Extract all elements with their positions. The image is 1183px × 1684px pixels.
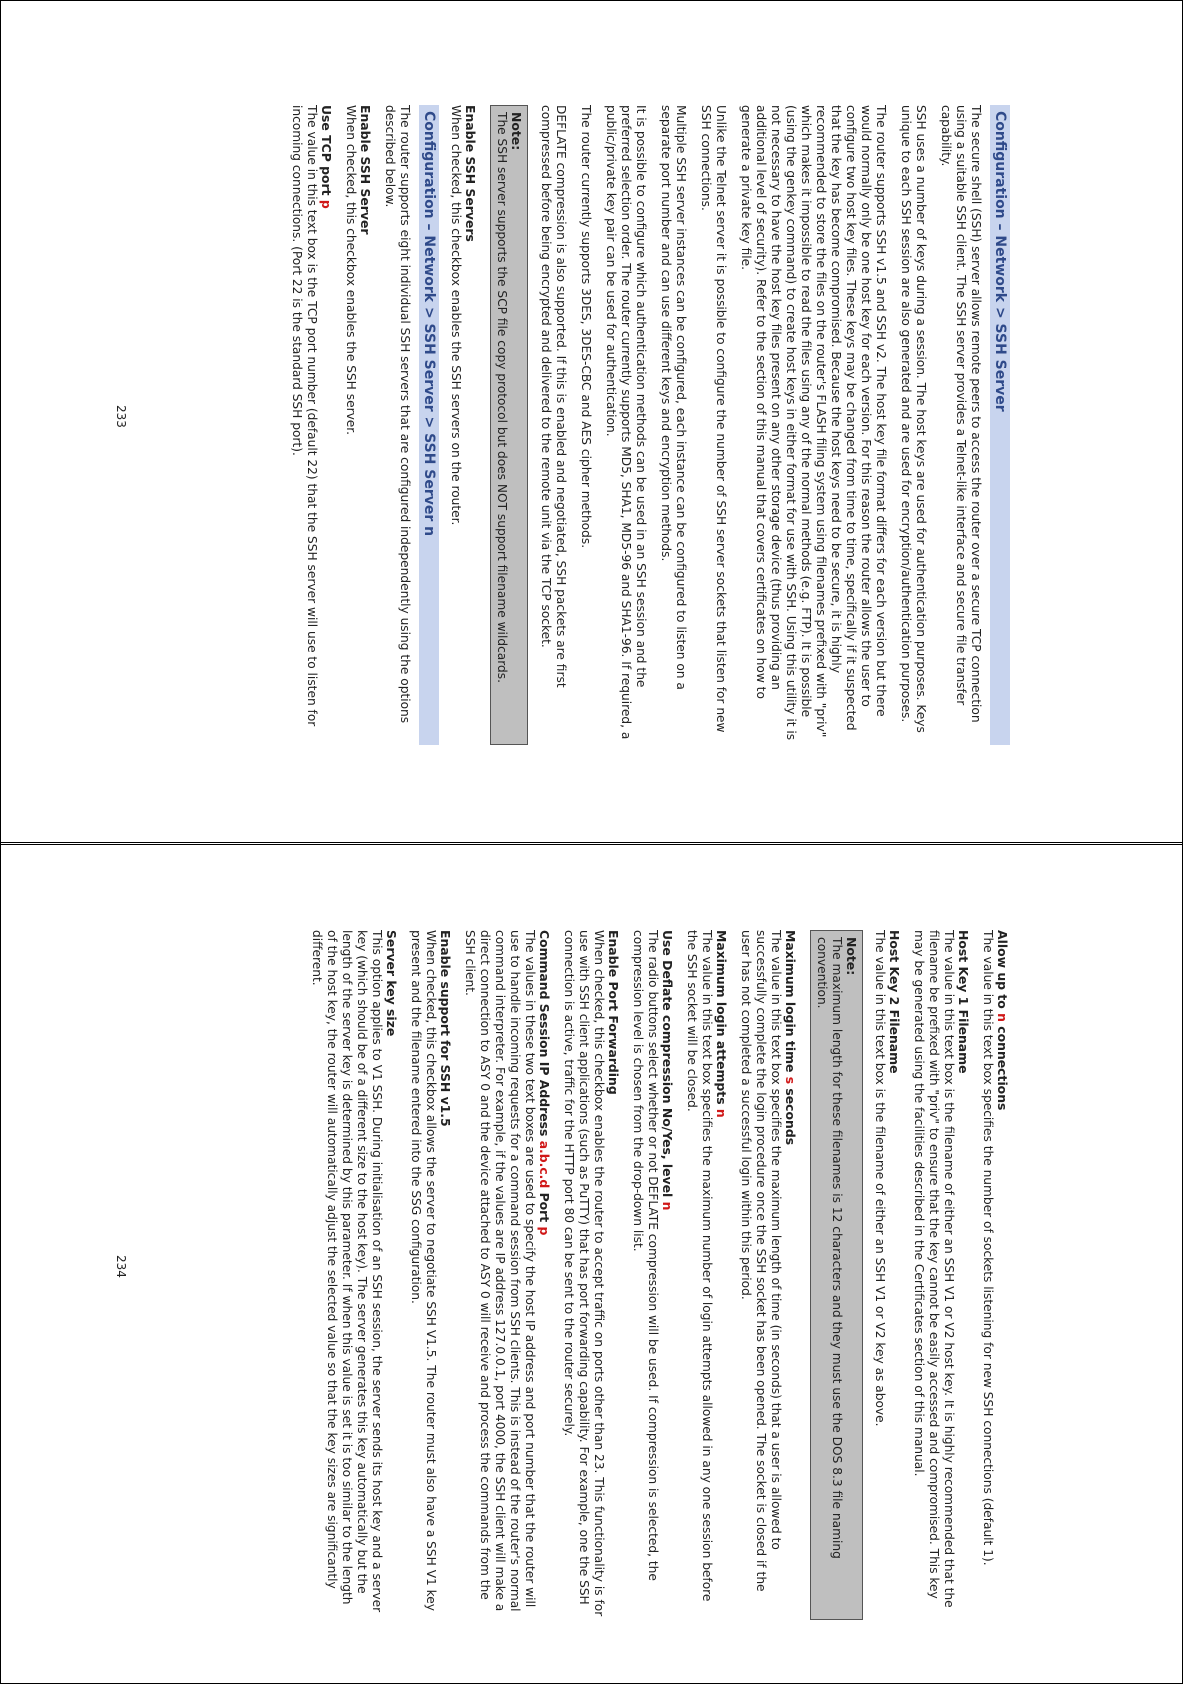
page-number: 234 xyxy=(114,1255,128,1278)
field-heading xyxy=(606,930,621,1620)
field-heading: Enable SSH Server xyxy=(358,105,373,235)
field-heading-text: Port xyxy=(537,1188,552,1227)
field-heading-text: Maximum login time xyxy=(783,930,798,1077)
paragraph: The secure shell (SSH) server allows remote peers to access the router over a secure TCP connection using a suitable SSH client. The SSH server provides a Telnet-like interface and secure file transfer capability. xyxy=(939,105,983,723)
field-variable: n xyxy=(714,1108,729,1118)
paragraph: Unlike the Telnet server it is possible to configure the number of SSH server sockets that listen for new SSH connections. xyxy=(699,105,728,733)
field-heading-text: Maximum login attempts xyxy=(714,930,729,1109)
note-body: The maximum length for these filenames is 12 characters and they must use the DOS 8.3 file naming convention. xyxy=(815,937,844,1559)
field-heading xyxy=(537,930,552,1620)
field-heading xyxy=(384,930,399,1620)
field-heading-text: Server key size xyxy=(384,930,399,1037)
section-heading-ssh-server: Configuration – Network > SSH Server xyxy=(990,105,1010,745)
note-box xyxy=(810,930,863,1620)
field-heading-text: Allow up to xyxy=(995,930,1010,1014)
field-description: The radio buttons select whether or not DEFLATE compression will be used. If compression is selected, the compression level is chosen from the drop-down list. xyxy=(631,930,660,1581)
field-description: The value in this text box specifies the maximum length of time (in seconds) that a user is allowed to successfully complete the login procedure once the SSH socket has been opened. The socket is closed if the user has not completed a successful login within this period. xyxy=(739,930,783,1592)
note-title: Note: xyxy=(509,112,524,151)
field-heading-text: Host Key 1 Filename xyxy=(956,930,971,1074)
paragraph: Multiple SSH server instances can be configured, each instance can be configured to listen on a separate port number and can use different keys and encryption methods. xyxy=(659,105,688,690)
field-variable: s xyxy=(783,1076,798,1085)
field-description: The value in this text box specifies the maximum number of login attempts allowed in any one session before the SSH socket will be closed. xyxy=(685,930,714,1602)
field-heading-text: seconds xyxy=(783,1084,798,1146)
field-heading-text: Host Key 2 Filename xyxy=(887,930,902,1074)
field-description: This option applies to V1 SSH. During initialisation of an SSH session, the server sends its host key and a server key (which should be of a different size to the host key). The server generates this key automatically but the length of the server key is determined by this parameter. If when this value is set it is too similar to the length of the host key, the router will automatically adjust the selected value so that the key sizes are significantly different. xyxy=(310,930,384,1613)
field-description: The value in this text box is the TCP port number (default 22) that the SSH server will use to listen for incoming connections. (Port 22 is the standard SSH port). xyxy=(290,105,319,727)
note-title: Note: xyxy=(844,937,859,976)
field-description: The value in this text box is the filename of either an SSH V1 or V2 key as above. xyxy=(873,930,887,1427)
field-heading-text: Command Session IP Address xyxy=(537,930,552,1141)
field-heading xyxy=(438,930,453,1620)
paragraph: It is possible to configure which authentication methods can be used in an SSH session and the preferred selection order. The router currently supports MD5, SHA1, MD5-96 and SHA1-96. If required, a public/private key pair can be used for authentication. xyxy=(604,105,648,740)
field-variable: p xyxy=(537,1226,552,1236)
field-description: The value in this text box is the filename of either an SSH V1 or V2 host key. It is highly recommended that the filename be prefixed with "priv" to ensure that the key cannot be easily accessed and compromised. This key may be generated using the facilities described in the Certificates section of this manual. xyxy=(912,930,956,1608)
paragraph: The router currently supports 3DES, 3DES-CBC and AES cipher methods. xyxy=(579,105,593,549)
field-heading: Enable SSH Servers xyxy=(463,105,478,242)
field-heading xyxy=(319,105,334,745)
paragraph: DEFLATE compression is also supported. If this is enabled and negotiated, SSH packets are first compressed before being encrypted and delivered to the remote unit via the TCP socket. xyxy=(539,105,568,688)
field-description: The values in these two text boxes are used to specify the host IP address and port number that the router will use to handle incoming requests for a command session from SSH clients. This is instead of the router's normal command interpreter. For example, if the values are IP address 127.0.0.1, port 4000, the SSH client will make a direct connection to ASY 0 and the device attached to ASY 0 will receive and process the commands from the SSH client. xyxy=(463,930,537,1612)
paragraph: The router supports eight individual SSH servers that are configured independently using the options described below. xyxy=(383,105,412,724)
document-page-234 xyxy=(155,930,1010,1620)
field-variable: n xyxy=(660,1201,675,1211)
section-heading-ssh-server-n: Configuration – Network > SSH Server > SSH Server n xyxy=(419,105,439,745)
field-heading-text: connections xyxy=(995,1021,1010,1111)
document-page-233 xyxy=(155,105,1010,745)
field-description: When checked, this checkbox allows the server to negotiate SSH V1.5. The router must also have a SSH V1 key present and the filename entered into the SSG configuration. xyxy=(409,930,438,1611)
field-variable: n xyxy=(995,1013,1010,1022)
field-heading xyxy=(783,930,798,1620)
field-heading-text: Enable Port Forwarding xyxy=(606,930,621,1095)
field-heading xyxy=(956,930,971,1620)
paragraph: The router supports SSH v1.5 and SSH v2. The host key file format differs for each version but there would normally only be one host key for each version. For this reason the router allows the user to configure two host key files. These keys may be changed from time to time, specifically if it suspected that the key has become compromised. Because the host keys need to be secure, it is highly recommended to store the files on the router's FLASH filing system using filenames prefixed with "priv" which makes it impossible to read the files using any of the normal methods (e.g. FTP). It is possible (using the genkey command) to create host keys in either format for use with SSH. Using this utility it is not necessary to have the host key files present on any other storage device (thus providing an additional level of security). Refer to the section of this manual that covers certificates on how to generate a private key file. xyxy=(739,105,888,741)
field-description: When checked, this checkbox enables the router to accept traffic on ports other than 23. This functionality is for use with SSH client applications (such as PuTTY) that has port forwarding capability. For example, one the SSH connection is active, traffic for the HTTP port 80 can be sent to the router securely. xyxy=(562,930,606,1617)
field-description: The value in this text box specifies the number of sockets listening for new SSH connections (default 1). xyxy=(981,930,995,1566)
field-heading-text: Use Deflate compression No/Yes, level xyxy=(660,930,675,1202)
field-heading-text: Use TCP port xyxy=(319,105,334,200)
note-box xyxy=(490,105,528,745)
field-heading xyxy=(660,930,675,1620)
field-heading xyxy=(995,930,1010,1620)
field-heading xyxy=(714,930,729,1620)
field-variable: p xyxy=(319,199,334,209)
field-heading-text: Enable support for SSH v1.5 xyxy=(438,930,453,1127)
paragraph: SSH uses a number of keys during a session. The host keys are used for authentication purposes. Keys unique to each SSH session are also generated and are used for encryption/authentication purposes. xyxy=(899,105,928,733)
note-body: The SSH server supports the SCP file copy protocol but does NOT support filename wildcards. xyxy=(495,112,509,683)
field-description: When checked, this checkbox enables the SSH server. xyxy=(344,105,358,436)
field-variable: a.b.c.d xyxy=(537,1140,552,1189)
field-description: When checked, this checkbox enables the SSH servers on the router. xyxy=(449,105,463,526)
field-heading xyxy=(887,930,902,1620)
page-number: 233 xyxy=(114,405,128,428)
